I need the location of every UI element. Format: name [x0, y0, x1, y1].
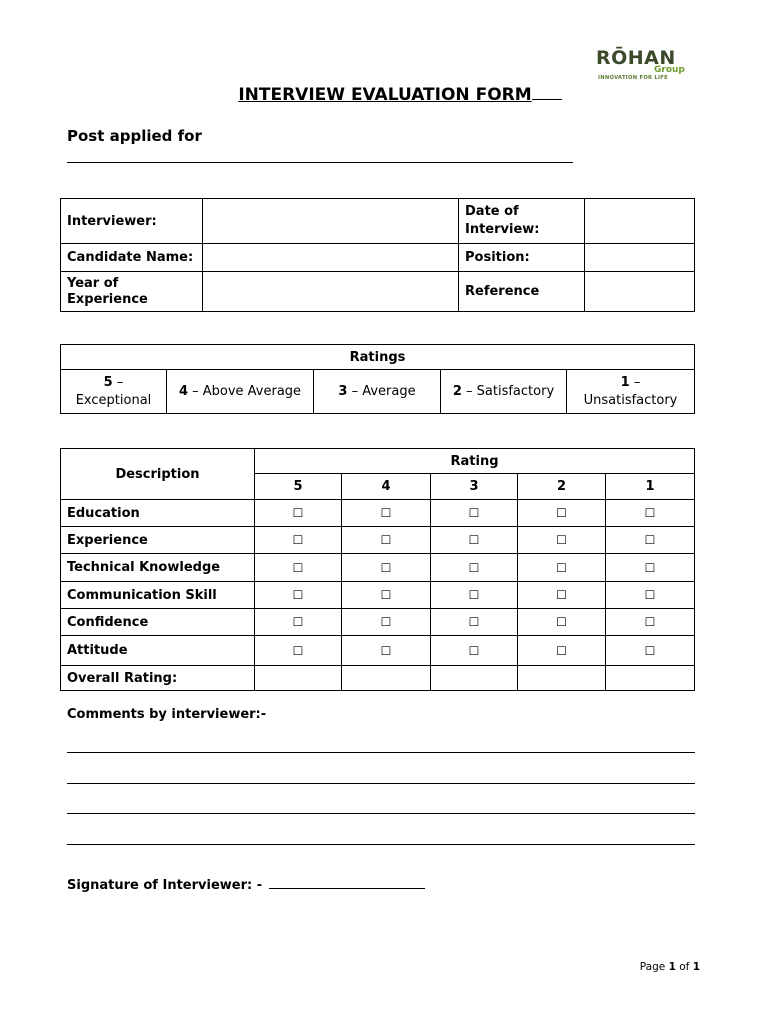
- legend-num: 4: [178, 384, 188, 399]
- criterion-label: Education: [61, 500, 255, 527]
- rating-checkbox[interactable]: ☐: [606, 636, 695, 666]
- scale-4: 4: [342, 474, 431, 500]
- rating-checkbox[interactable]: ☐: [606, 527, 695, 554]
- evaluation-row: [61, 582, 695, 609]
- reference-field[interactable]: [585, 272, 695, 312]
- rating-checkbox[interactable]: ☐: [518, 527, 606, 554]
- rating-checkbox[interactable]: ☐: [518, 554, 606, 582]
- criterion-label: Communication Skill: [61, 582, 255, 609]
- overall-rating-cell[interactable]: [518, 666, 606, 691]
- rating-checkbox[interactable]: ☐: [342, 527, 431, 554]
- position-field[interactable]: [585, 244, 695, 272]
- comment-line[interactable]: [67, 752, 695, 753]
- rating-checkbox[interactable]: ☐: [255, 609, 342, 636]
- evaluation-table: [60, 448, 695, 691]
- position-label: Position:: [459, 244, 585, 272]
- logo-name: RŌHAN: [596, 47, 676, 69]
- page-total: 1: [692, 961, 700, 973]
- description-header: Description: [61, 449, 255, 500]
- scale-5: 5: [255, 474, 342, 500]
- reference-label: Reference: [459, 272, 585, 312]
- legend-text: – Average: [347, 384, 416, 399]
- rating-checkbox[interactable]: ☐: [342, 636, 431, 666]
- rating-checkbox[interactable]: ☐: [606, 609, 695, 636]
- rating-checkbox[interactable]: ☐: [606, 582, 695, 609]
- legend-num: 2: [452, 384, 462, 399]
- rating-checkbox[interactable]: ☐: [431, 554, 518, 582]
- scale-3: 3: [431, 474, 518, 500]
- legend-text: – Unsatisfactory: [583, 374, 678, 408]
- rating-checkbox[interactable]: ☐: [518, 609, 606, 636]
- comment-line[interactable]: [67, 783, 695, 784]
- post-applied-label: Post applied for: [67, 127, 202, 145]
- interviewer-label: Interviewer:: [61, 199, 203, 244]
- legend-num: 5: [103, 374, 113, 390]
- legend-text: – Satisfactory: [461, 384, 555, 399]
- legend-item-4: [167, 370, 314, 414]
- logo-group: Group: [654, 65, 685, 75]
- overall-rating-cell[interactable]: [606, 666, 695, 691]
- ratings-legend-table: [60, 344, 695, 414]
- rating-checkbox[interactable]: ☐: [606, 500, 695, 527]
- rating-checkbox[interactable]: ☐: [255, 636, 342, 666]
- rating-checkbox[interactable]: ☐: [518, 636, 606, 666]
- interviewer-field[interactable]: [203, 199, 459, 244]
- page-word: Page: [639, 961, 666, 973]
- year-of-experience-field[interactable]: [203, 272, 459, 312]
- ratings-legend-header: Ratings: [61, 345, 695, 370]
- rating-checkbox[interactable]: ☐: [255, 500, 342, 527]
- candidate-info-table: [60, 198, 695, 312]
- legend-item-1: [567, 370, 695, 414]
- legend-item-3: [314, 370, 441, 414]
- date-of-interview-label: Date of Interview:: [459, 199, 585, 244]
- title-underline: [532, 85, 562, 100]
- rating-checkbox[interactable]: ☐: [518, 582, 606, 609]
- rating-checkbox[interactable]: ☐: [431, 527, 518, 554]
- signature-label: Signature of Interviewer: -: [67, 878, 263, 893]
- legend-item-5: [61, 370, 167, 414]
- rating-checkbox[interactable]: ☐: [431, 582, 518, 609]
- page-current: 1: [668, 961, 676, 973]
- company-logo: [596, 47, 700, 83]
- evaluation-row: [61, 636, 695, 666]
- evaluation-row: [61, 554, 695, 582]
- overall-rating-cell[interactable]: [255, 666, 342, 691]
- rating-checkbox[interactable]: ☐: [342, 609, 431, 636]
- post-applied-field[interactable]: [67, 162, 573, 163]
- comment-line[interactable]: [67, 844, 695, 845]
- rating-checkbox[interactable]: ☐: [255, 582, 342, 609]
- overall-rating-cell[interactable]: [342, 666, 431, 691]
- rating-header: Rating: [255, 449, 695, 474]
- scale-1: 1: [606, 474, 695, 500]
- rating-checkbox[interactable]: ☐: [255, 527, 342, 554]
- comment-line[interactable]: [67, 813, 695, 814]
- legend-text: – Exceptional: [75, 374, 152, 408]
- page-of-word: of: [679, 961, 690, 973]
- rating-checkbox[interactable]: ☐: [606, 554, 695, 582]
- candidate-name-label: Candidate Name:: [61, 244, 203, 272]
- rating-checkbox[interactable]: ☐: [255, 554, 342, 582]
- legend-num: 3: [338, 384, 348, 399]
- overall-rating-cell[interactable]: [431, 666, 518, 691]
- rating-checkbox[interactable]: ☐: [431, 500, 518, 527]
- criterion-label: Attitude: [61, 636, 255, 666]
- form-title: [0, 85, 768, 105]
- evaluation-row: [61, 500, 695, 527]
- scale-2: 2: [518, 474, 606, 500]
- criterion-label: Experience: [61, 527, 255, 554]
- evaluation-row: [61, 609, 695, 636]
- date-of-interview-field[interactable]: [585, 199, 695, 244]
- legend-text: – Above Average: [187, 384, 302, 399]
- candidate-name-field[interactable]: [203, 244, 459, 272]
- comments-label: Comments by interviewer:-: [67, 707, 267, 722]
- legend-item-2: [441, 370, 567, 414]
- signature-field[interactable]: [269, 876, 425, 889]
- rating-checkbox[interactable]: ☐: [342, 582, 431, 609]
- rating-checkbox[interactable]: ☐: [431, 609, 518, 636]
- criterion-label: Confidence: [61, 609, 255, 636]
- logo-tagline: INNOVATION FOR LIFE: [598, 75, 668, 81]
- rating-checkbox[interactable]: ☐: [431, 636, 518, 666]
- rating-checkbox[interactable]: ☐: [342, 500, 431, 527]
- page-number: [640, 961, 700, 973]
- rating-checkbox[interactable]: ☐: [342, 554, 431, 582]
- form-title-text: INTERVIEW EVALUATION FORM: [238, 85, 532, 105]
- rating-checkbox[interactable]: ☐: [518, 500, 606, 527]
- year-of-experience-label: Year of Experience: [61, 272, 203, 312]
- legend-num: 1: [620, 374, 630, 390]
- signature-row: [67, 876, 425, 893]
- overall-rating-label: Overall Rating:: [61, 666, 255, 691]
- criterion-label: Technical Knowledge: [61, 554, 255, 582]
- evaluation-row: [61, 527, 695, 554]
